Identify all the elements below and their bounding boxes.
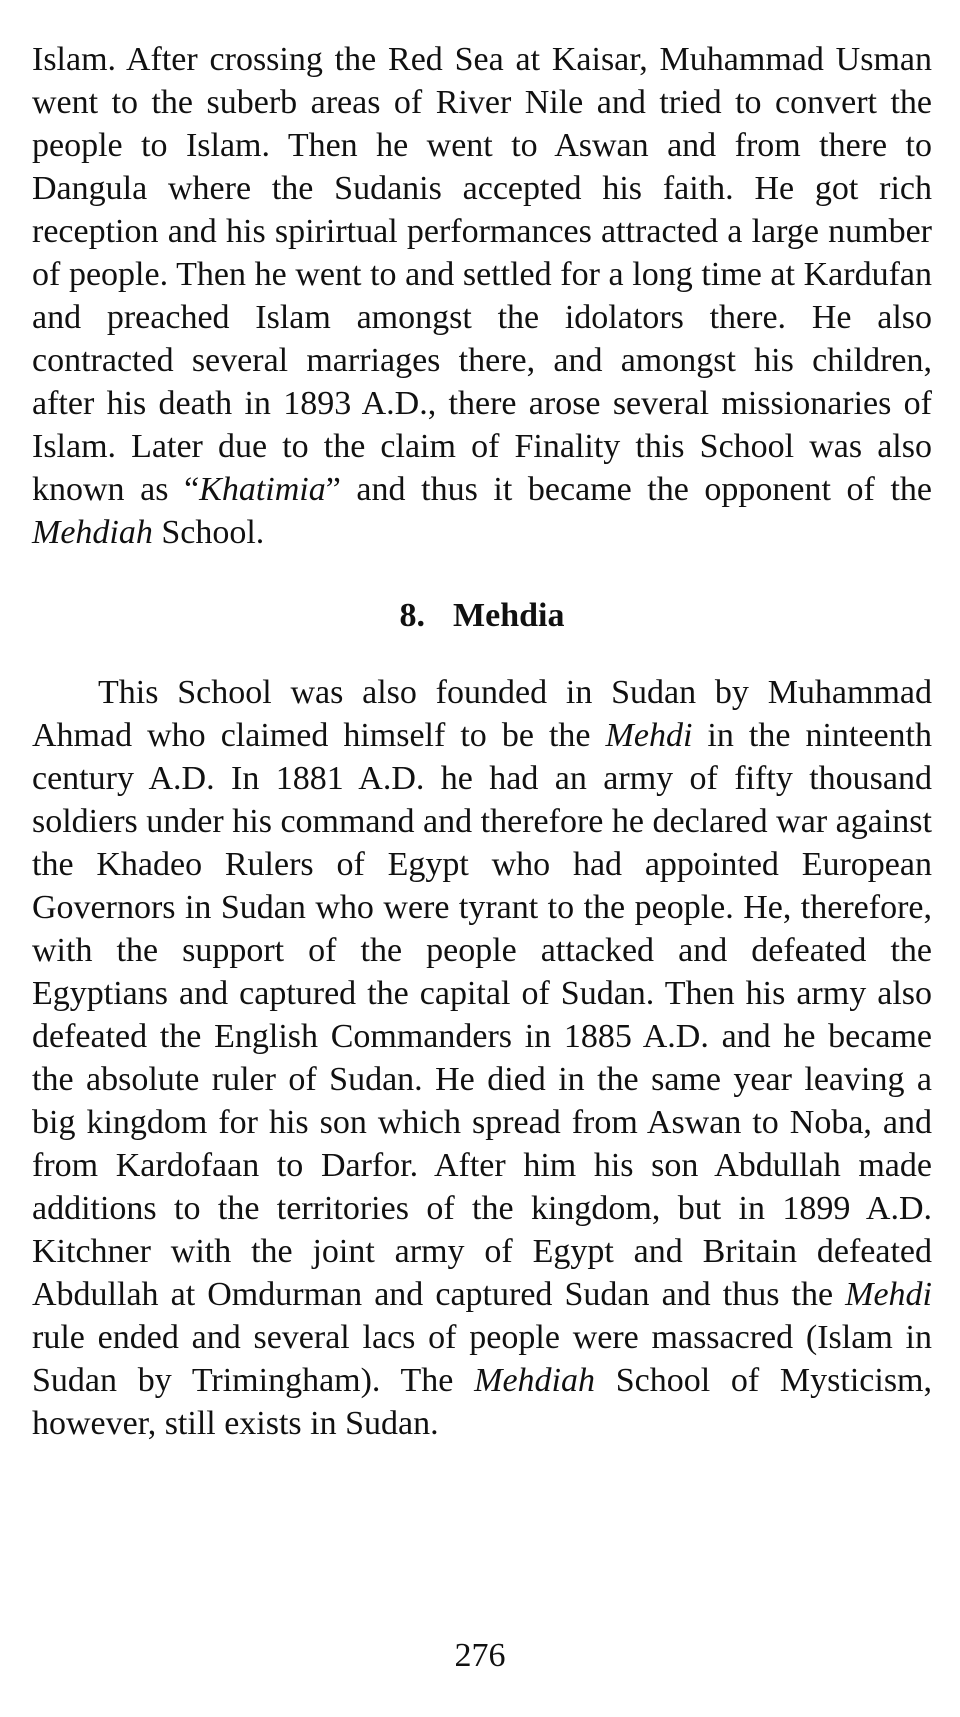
section-number: 8. <box>399 597 426 634</box>
paragraph-mehdia <box>32 671 932 1445</box>
section-title: Mehdia <box>453 597 565 634</box>
section-heading <box>32 594 932 637</box>
paragraph-text: ” and thus it became the opponent of the <box>325 471 933 508</box>
paragraph-text: rule ended and several lacs of people were massacred (Islam in Sudan by Trimingham). The <box>32 1319 932 1399</box>
page-body <box>32 38 932 1445</box>
paragraph-text: School. <box>152 514 265 551</box>
paragraph-text: This School was also founded in Sudan by Muhammad Ahmad who claimed himself to be the <box>32 674 932 754</box>
term-mehdi: Mehdi <box>845 1276 932 1313</box>
term-mehdi: Mehdi <box>605 717 693 754</box>
term-mehdiah: Mehdiah <box>474 1362 595 1399</box>
page-number: 276 <box>454 1637 506 1674</box>
paragraph-khatimia <box>32 38 932 554</box>
term-mehdiah: Mehdiah <box>32 514 153 551</box>
paragraph-text: School of Mysticism, however, still exists in Sudan. <box>32 1362 932 1442</box>
paragraph-text: Islam. After crossing the Red Sea at Kaisar, Muhammad Usman went to the suberb areas of River Nile and tried to convert the people to Islam. Then he went to Aswan and from there to Dangula where the Sudanis accepted his faith. He got rich reception and his spirirtual performances attracted a large number of people. Then he went to and settled for a long time at Kardufan and preached Islam amongst the idolators there. He also contracted several marriages there, and amongst his children, after his death in 1893 A.D., there arose several missionaries of Islam. Later due to the claim of Finality this School was also known as “ <box>32 41 932 508</box>
term-khatimia: Khatimia <box>199 471 326 508</box>
paragraph-text: in the ninteenth century A.D. In 1881 A.D. he had an army of fifty thousand soldiers under his command and therefore he declared war against the Khadeo Rulers of Egypt who had appointed European Governors in Sudan who were tyrant to the people. He, therefore, with the support of the people attacked and defeated the Egyptians and captured the capital of Sudan. Then his army also defeated the English Commanders in 1885 A.D. and he became the absolute ruler of Sudan. He died in the same year leaving a big kingdom for his son which spread from Aswan to Noba, and from Kardofaan to Darfor. After him his son Abdullah made additions to the territories of the kingdom, but in 1899 A.D. Kitchner with the joint army of Egypt and Britain defeated Abdullah at Omdurman and captured Sudan and thus the <box>32 717 932 1313</box>
